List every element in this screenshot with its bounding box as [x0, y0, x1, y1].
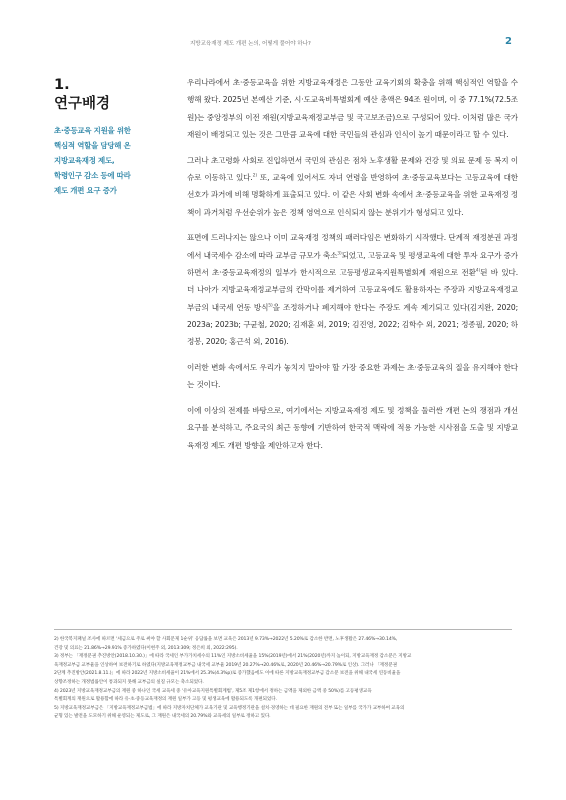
paragraph-text: 우리나라에서 초·중등교육을 위한 지방교육재정은 그동안 교육기회의 확충을 위해 핵심적인 역할을 수행해 왔다. 2025년 본예산 기준, 시·도교육비특별회계 예산 총액은 94조 원이며, 이 중 77.1%(72.5조 원)는 중앙정부의 이전 재원(지방교육재정교부금 및 국고보조금)으로 구성되어 있다. 이처럼 많은 국가 재원이 배정되고 있는 것은 그만큼 교육에 대한 국민들의 관심과 인식이 높기 때문이라고 할 수 있다.: [187, 78, 518, 139]
paragraph-text: 이러한 변화 속에서도 우리가 놓치지 말아야 할 가장 중요한 과제는 초·중등교육의 질을 유지해야 한다는 것이다.: [187, 362, 518, 390]
body-paragraph-1: [187, 74, 518, 143]
paragraph-text: 되었고, 고등교육 및 평생교육에 대한 투자 요구가 증가하면서 초·중등교육재정의 일부가 한시적으로 고등평생교육지원특별회계 재원으로 전환: [187, 250, 518, 277]
section-summary-line: 초·중등교육 지원을 위한: [54, 126, 131, 135]
body-paragraph-2: [187, 152, 518, 221]
section-summary-line: 지방교육재정 제도,: [54, 156, 115, 165]
footnote-line: 4) 2023년 지방교육재정교부금의 재원 중 하나인 국세 교육세 중 ‘유아교육지원특별회계법’, 제5조 제1항에서 정하는 금액을 제외한 금액 중 50%)를 고등평생교육: [54, 688, 372, 694]
footnote-line: 2) 한국복지패널 조사에 따르면 ‘세금으로 주로 써야 할 사회문제 1순위’ 응답률을 보면 교육은 2013년 9.73%→2022년 5.20%로 감소한 반면, 노후생활은 27.46%→30.14%,: [54, 637, 398, 642]
body-paragraph-3: [187, 229, 518, 350]
footnote-ref[interactable]: 3): [337, 251, 342, 257]
paragraph-text: 이에 이상의 전제를 바탕으로, 여기에서는 지방교육재정 제도 및 정책을 둘러싼 개편 논의 쟁점과 개선 요구를 분석하고, 주요국의 최근 동향에 기반하여 한국적 맥락에 적용 가능한 시사점을 도출 및 지방교육재정 제도 개편 방향을 제안하고자 한다.: [187, 406, 518, 450]
main-body: [187, 74, 518, 462]
footnote-line: 균형 있는 발전을 도모하기 위해 운영되는 제도로, 그 재원은 내국세의 20.79%와 교육세의 일부로 정하고 있다.: [54, 714, 271, 720]
footnote-line: 3) 정부는 「재정분권 추진방안(2018.10.30.)」에 따라 국세인 부가가치세수의 11%인 지방소비세율을 15%(2019년)에서 21%(2020년)까지 높이되, 지방교육재정 감소분은 지방교: [54, 654, 412, 660]
footnote-line: 상향조정하는 개정법률안이 통과되지 못해 교부금의 실질 규모는 축소되었다.: [54, 679, 204, 685]
running-title: 지방교육재정 제도 개편 논의, 어떻게 풀어야 하나?: [190, 41, 311, 47]
footnote-line: 특별회계의 재원으로 활용함에 따라 유·초·중등교육재정의 재원 일부가 고등 및 평생교육에 활용되도록 개편되었다.: [54, 697, 277, 703]
footnote-ref[interactable]: 2): [252, 173, 257, 179]
footnotes: [54, 636, 512, 722]
body-paragraph-4: [187, 359, 518, 394]
section-title: 연구배경: [54, 96, 111, 112]
footnote-line: 2단계 추진방안(2021.8.11.)」에 따라 2022년 지방소비세율이 21%에서 25.3%(4.3%p)로 증가했음에도 이에 따른 지방교육재정교부금 감소분 보전을 위해 내국세 연동비율을: [54, 671, 401, 677]
section-summary: [54, 123, 166, 198]
section-sidebar: [54, 76, 166, 198]
paragraph-text: 그러나 초고령화 사회로 진입하면서 국민의 관심은 점차 노후생활 문제와 건강 및 의료 문제 등 복지 이슈로 이동하고 있다.: [187, 155, 518, 182]
section-summary-line: 핵심적 역할을 담당해 온: [54, 141, 131, 150]
page-header: [190, 38, 512, 52]
section-summary-line: 제도 개편 요구 증가: [54, 186, 117, 195]
footnote-line: 육재정교부금 교부율을 인상하여 보전하기로 하였다(지방교육재정교부금 내국세 교부율 2019년 20.27%→20.46%로, 2020년 20.46%→20.79%로 인상). 그러나 「재정분권: [54, 662, 397, 668]
paragraph-text: 또, 교육에 있어서도 자녀 연령을 반영하여 초·중등교육보다는 고등교육에 대한 선호가 과거에 비해 명확하게 표출되고 있다. 이 같은 사회 변화 속에서 초·중등교육을 위한 교육재정 정책이 과거처럼 우선순위가 높은 정책 영역으로 인식되지 않는 분위기가 형성되고 있다.: [187, 172, 518, 217]
footnote-line: 5) 지방교육재정교부금은 「지방교육재정교부금법」에 따라 지방자치단체가 교육기관 및 교육행정기관을 설치·경영하는 데 필요한 재원의 전부 또는 일부를 국가가 교부하여 교육의: [54, 705, 405, 711]
paragraph-text: 된 바 있다. 더 나아가 지방교육재정교부금의 칸막이를 제거하여 고등교육에도 활용하자는 주장과 지방교육재정교부금의 내국세 연동 방식: [187, 267, 518, 312]
paragraph-text: 표면에 드러나지는 않으나 이미 교육재정 정책의 패러다임은 변화하기 시작했다. 단계적 재정분권 과정에서 내국세수 감소에 따라 교부금 규모가 축소: [187, 233, 518, 260]
footnote-ref[interactable]: 4): [475, 268, 481, 274]
footnote-line: 건강 및 의료는 21.86%→29.91% 증가하였다(이현주 외, 2013:309; 정은희 외, 2022:295).: [54, 645, 238, 651]
footnote-ref[interactable]: 5): [268, 303, 273, 309]
section-number: 1.: [54, 77, 70, 93]
paragraph-text: 을 조정하거나 폐지해야 한다는 주장도 계속 제기되고 있다(김지완, 2020; 2023a; 2023b; 구균철, 2020; 김재훈 외, 2019; 김진영, 2022; 김학수 외, 2021; 정종필, 2020; 하정봉, 2020; 홍근석 외, 2016).: [187, 302, 518, 347]
footnote-divider: [54, 629, 512, 630]
page-number: 2: [505, 36, 512, 47]
body-paragraph-5: [187, 402, 518, 454]
section-summary-line: 학령인구 감소 등에 따라: [54, 171, 131, 180]
